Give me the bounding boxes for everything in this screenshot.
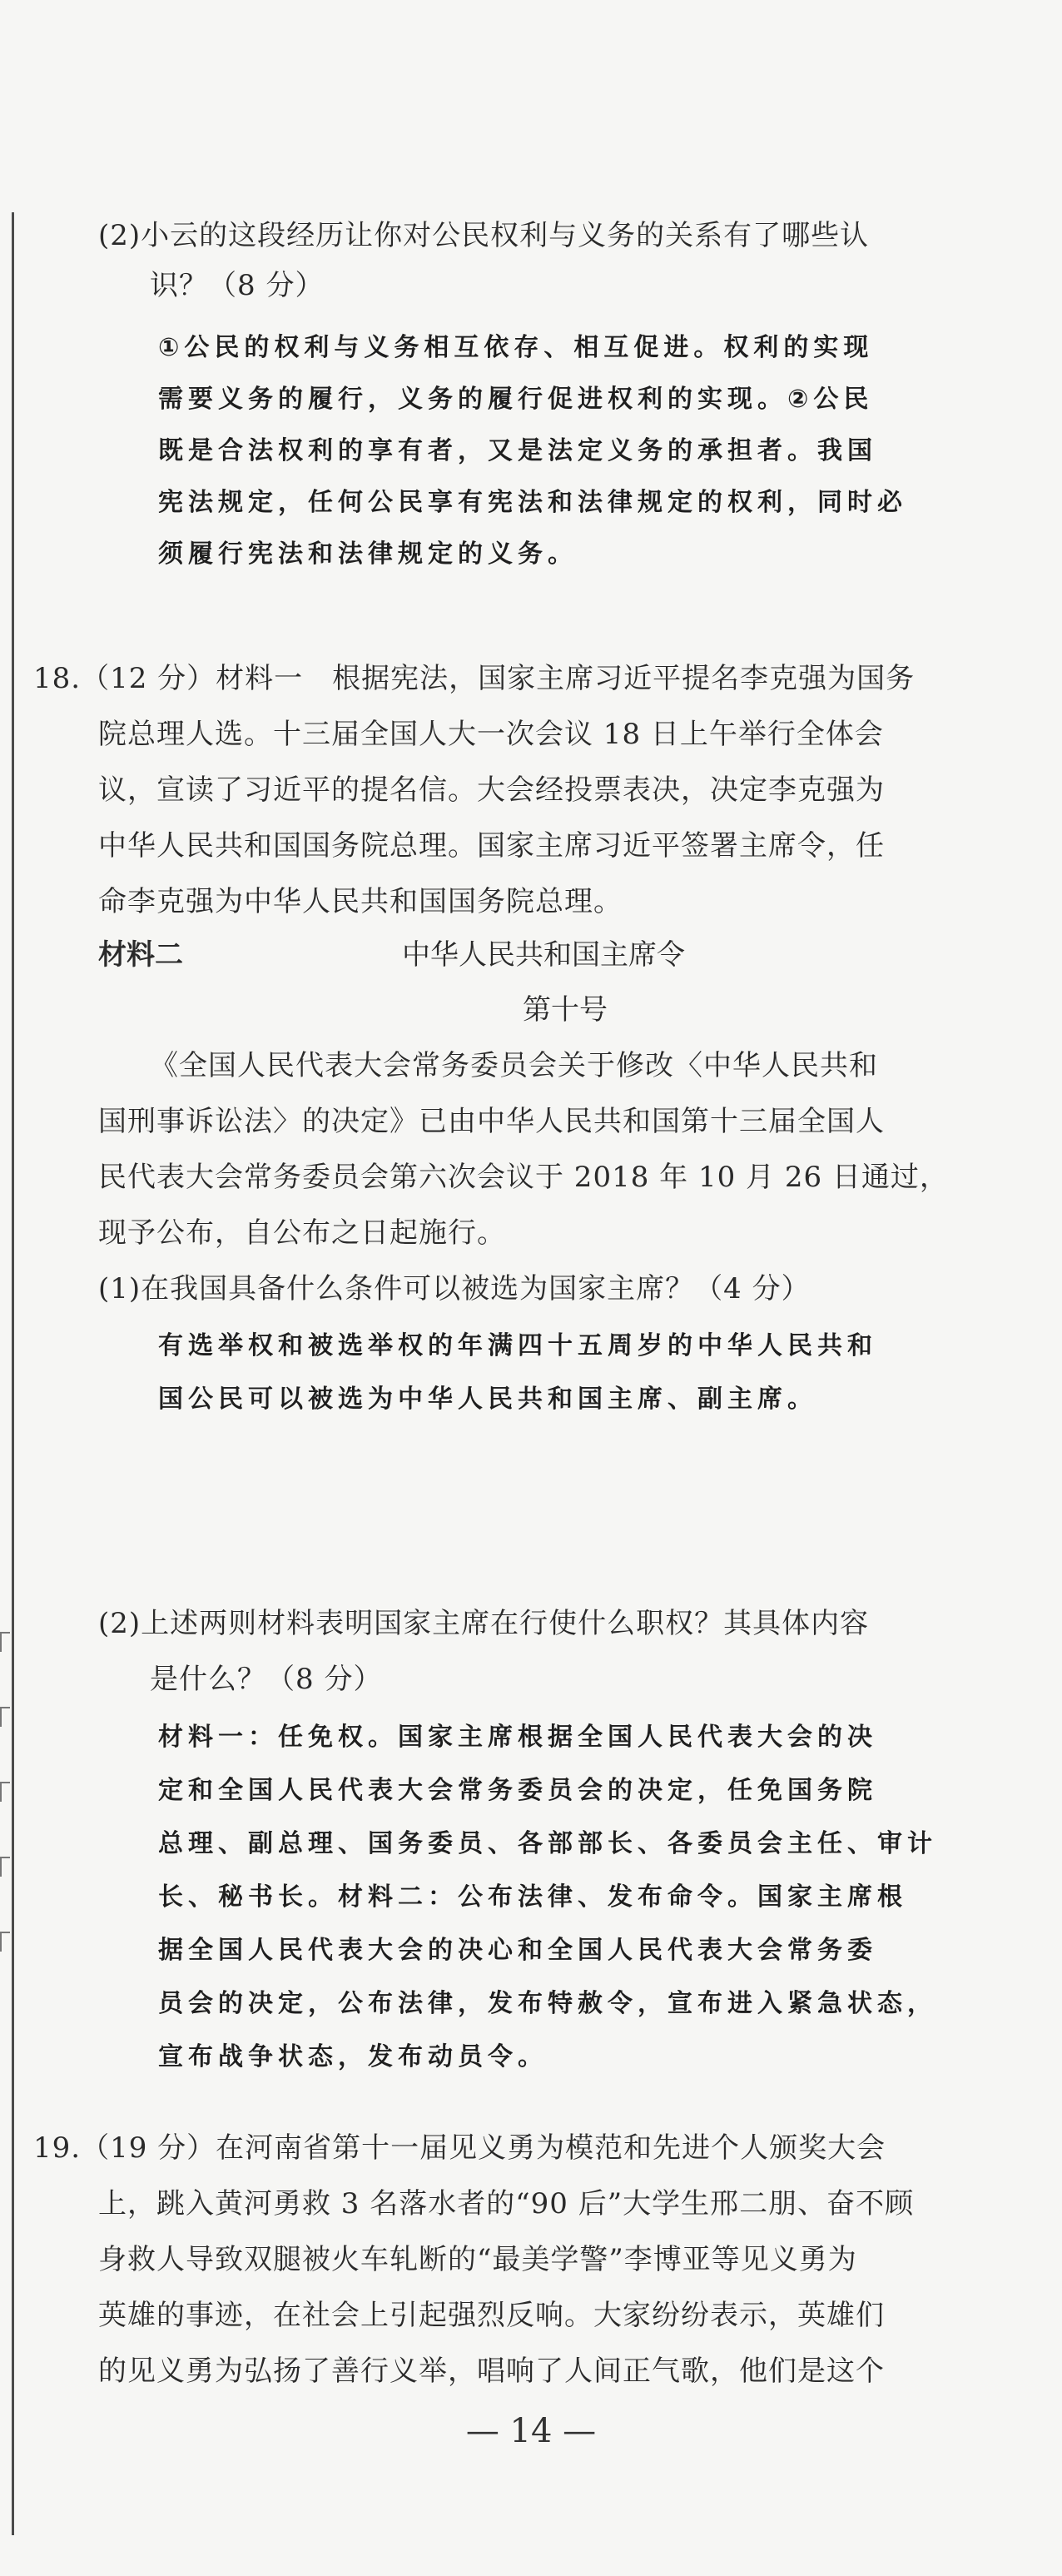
q18-material1-line: 议，宣读了习近平的提名信。大会经投票表决，决定李克强为 bbox=[98, 773, 885, 807]
q18-part2-answer-line: 员会的决定，公布法律，发布特赦令，宣布进入紧急状态， bbox=[158, 1989, 937, 2018]
q17-part2-answer-line: 宪法规定，任何公民享有宪法和法律规定的权利，同时必 bbox=[158, 488, 907, 517]
q18-material2-line: 现予公布，自公布之日起施行。 bbox=[98, 1216, 506, 1250]
q18-material2-line: 民代表大会常务委员会第六次会议于 2018 年 10 月 26 日通过， bbox=[98, 1161, 949, 1194]
q19-line: 19.（19 分）在河南省第十一届见义勇为模范和先进个人颁奖大会 bbox=[33, 2131, 886, 2165]
q18-material1-line: 院总理人选。十三届全国人大一次会议 18 日上午举行全体会 bbox=[98, 718, 884, 751]
q17-part2-answer-line: 既是合法权利的享有者，又是法定义务的承担者。我国 bbox=[158, 436, 877, 465]
q18-material2-number: 第十号 bbox=[523, 993, 608, 1027]
q18-material1-line: 中华人民共和国国务院总理。国家主席习近平签署主席令，任 bbox=[98, 829, 885, 863]
q18-part2-answer-line: 材料一：任免权。国家主席根据全国人民代表大会的决 bbox=[158, 1723, 877, 1752]
q18-material2-label: 材料二 bbox=[98, 938, 183, 972]
q17-part2-question-line2: 识？（8 分） bbox=[150, 269, 325, 302]
edge-bleed-marks bbox=[0, 1632, 10, 2007]
q18-part1-answer-line: 国公民可以被选为中华人民共和国主席、副主席。 bbox=[158, 1385, 817, 1414]
left-margin-line bbox=[12, 212, 14, 2535]
q18-material1-line: 18.（12 分）材料一 根据宪法，国家主席习近平提名李克强为国务 bbox=[33, 662, 916, 695]
q18-material2-title: 中华人民共和国主席令 bbox=[402, 938, 685, 972]
q18-part2-answer-line: 据全国人民代表大会的决心和全国人民代表大会常务委 bbox=[158, 1936, 877, 1965]
q19-line: 身救人导致双腿被火车轧断的“最美学警”李博亚等见义勇为 bbox=[98, 2243, 857, 2276]
q17-part2-question-line1: (2)小云的这段经历让你对公民权利与义务的关系有了哪些认 bbox=[98, 219, 870, 252]
q18-part2-answer-line: 长、秘书长。材料二：公布法律、发布命令。国家主席根 bbox=[158, 1882, 907, 1912]
q18-part2-answer-line: 总理、副总理、国务委员、各部部长、各委员会主任、审计 bbox=[158, 1829, 937, 1858]
q18-material2-line: 《全国人民代表大会常务委员会关于修改〈中华人民共和 bbox=[150, 1049, 878, 1082]
q19-line: 上，跳入黄河勇救 3 名落水者的“90 后”大学生邢二朋、奋不顾 bbox=[98, 2187, 915, 2220]
q18-part2-question-line1: (2)上述两则材料表明国家主席在行使什么职权？其具体内容 bbox=[98, 1607, 870, 1640]
q18-part2-answer-line: 宣布战争状态，发布动员令。 bbox=[158, 2042, 548, 2071]
q18-part1-question: (1)在我国具备什么条件可以被选为国家主席？（4 分） bbox=[98, 1272, 811, 1305]
q18-part2-answer-line: 定和全国人民代表大会常务委员会的决定，任免国务院 bbox=[158, 1776, 877, 1805]
q17-part2-answer-line: ①公民的权利与义务相互依存、相互促进。权利的实现 bbox=[158, 333, 874, 362]
q18-material1-line: 命李克强为中华人民共和国国务院总理。 bbox=[98, 885, 623, 918]
q18-part2-question-line2: 是什么？（8 分） bbox=[150, 1663, 383, 1696]
q18-part1-answer-line: 有选举权和被选举权的年满四十五周岁的中华人民共和 bbox=[158, 1331, 877, 1360]
q18-material2-line: 国刑事诉讼法〉的决定》已由中华人民共和国第十三届全国人 bbox=[98, 1105, 885, 1138]
q19-line: 英雄的事迹，在社会上引起强烈反响。大家纷纷表示，英雄们 bbox=[98, 2299, 885, 2332]
q17-part2-answer-line: 须履行宪法和法律规定的义务。 bbox=[158, 540, 578, 569]
page-number: — 14 — bbox=[465, 2412, 597, 2450]
q19-line: 的见义勇为弘扬了善行义举，唱响了人间正气歌，他们是这个 bbox=[98, 2355, 885, 2388]
q17-part2-answer-line: 需要义务的履行，义务的履行促进权利的实现。②公民 bbox=[158, 385, 874, 414]
